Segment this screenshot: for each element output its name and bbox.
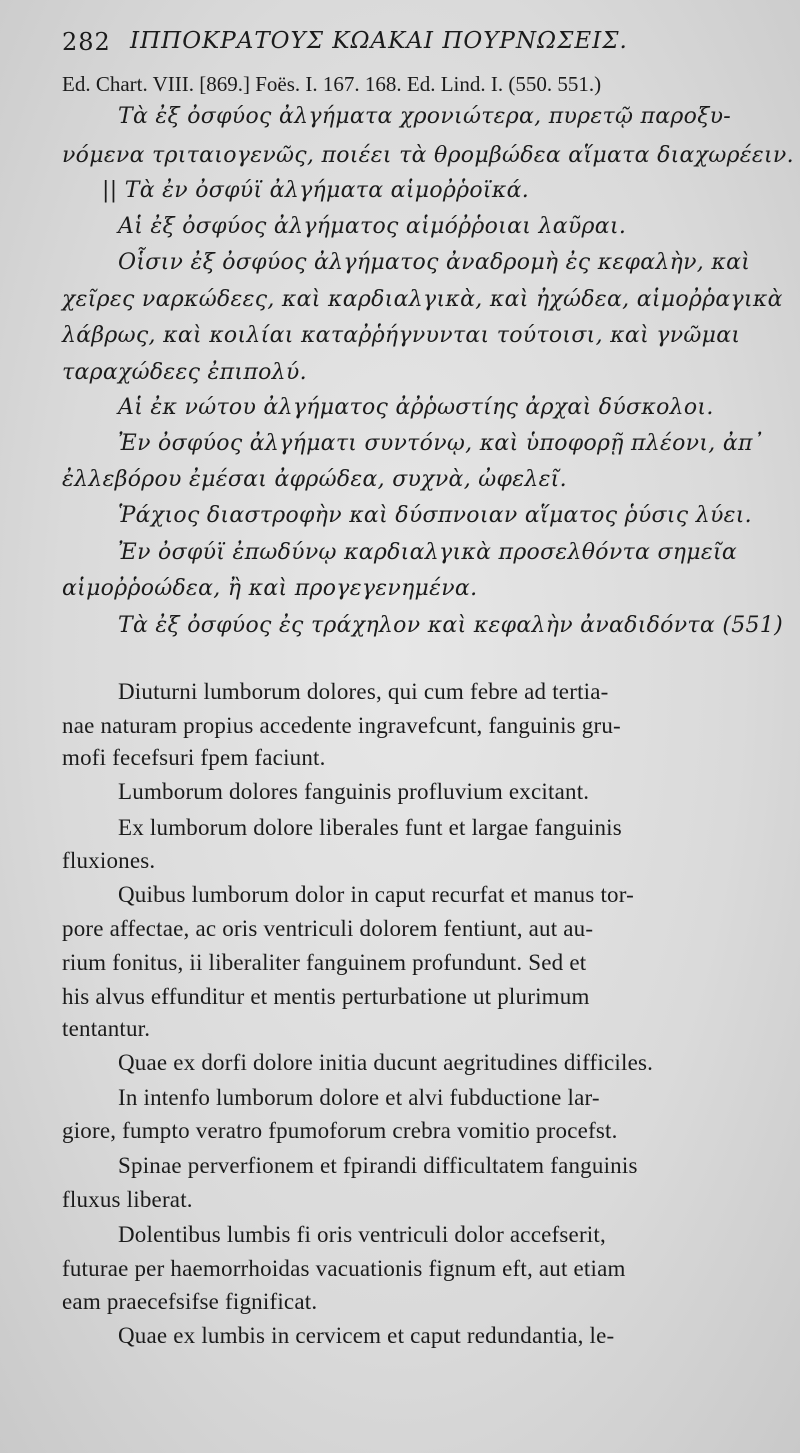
greek-line: αἱμοῤῥοώδεα, ἢ καὶ προγεγενημένα. xyxy=(62,576,478,601)
greek-line: ἐλλεβόρου ἐμέσαι ἀφρώδεα, συχνὰ, ὠφελεῖ. xyxy=(62,467,567,492)
greek-line: ταραχώδεες ἐπιπολύ. xyxy=(62,360,307,385)
greek-line: Οἷσιν ἐξ ὀσφύος ἀλγήματος ἀναδρομὴ ἐς κεφαλὴν, καὶ xyxy=(118,250,751,275)
latin-line: In intenfo lumborum dolore et alvi fubductione lar- xyxy=(118,1085,600,1110)
latin-line: Dolentibus lumbis fi oris ventriculi dolor accefserit, xyxy=(118,1222,606,1247)
latin-line: fluxus liberat. xyxy=(62,1187,193,1212)
latin-line: mofi fecefsuri fpem faciunt. xyxy=(62,745,326,770)
greek-line: Τὰ ἐξ ὀσφύος ἀλγήματα χρονιώτερα, πυρετῷ παροξυ- xyxy=(118,104,732,129)
latin-line: his alvus effunditur et mentis perturbatione ut plurimum xyxy=(62,984,590,1009)
latin-line: rium fonitus, ii liberaliter fanguinem profundunt. Sed et xyxy=(62,950,587,975)
latin-line: pore affectae, ac oris ventriculi dolorem fentiunt, aut au- xyxy=(62,916,594,941)
latin-line: futurae per haemorrhoidas vacuationis fignum eft, aut etiam xyxy=(62,1256,626,1281)
latin-line: Quae ex dorfi dolore initia ducunt aegritudines difficiles. xyxy=(118,1050,654,1075)
latin-line: eam praecefsifse fignificat. xyxy=(62,1289,318,1314)
latin-line: fluxiones. xyxy=(62,848,156,873)
latin-line: Quibus lumborum dolor in caput recurfat et manus tor- xyxy=(118,882,635,907)
greek-line: Αἱ ἐξ ὀσφύος ἀλγήματος αἱμόῤῥοιαι λαῦραι. xyxy=(118,214,627,239)
latin-line: nae naturam propius accedente ingravefcunt, fanguinis gru- xyxy=(62,713,621,738)
latin-line: giore, fumpto veratro fpumoforum crebra vomitio procefst. xyxy=(62,1118,618,1143)
edition-references: Ed. Chart. VIII. [869.] Foës. I. 167. 168. Ed. Lind. I. (550. 551.) xyxy=(62,72,602,96)
greek-line: χεῖρες ναρκώδεες, καὶ καρδιαλγικὰ, καὶ ἠχώδεα, αἱμοῤῥαγικὰ xyxy=(62,287,783,312)
latin-line: Lumborum dolores fanguinis profluvium excitant. xyxy=(118,779,590,804)
greek-line: Ἐν ὀσφύος ἀλγήματι συντόνῳ, καὶ ὑποφορῇ πλέονι, ἀπ᾿ xyxy=(118,431,765,456)
greek-line: || Τὰ ἐν ὀσφύϊ ἀλγήματα αἱμοῤῥοϊκά. xyxy=(102,178,530,203)
latin-line: Quae ex lumbis in cervicem et caput redundantia, le- xyxy=(118,1323,615,1348)
latin-line: Diuturni lumborum dolores, qui cum febre ad tertia- xyxy=(118,679,609,704)
latin-line: Spinae perverfionem et fpirandi difficultatem fanguinis xyxy=(118,1153,638,1178)
greek-line: Ῥάχιος διαστροφὴν καὶ δύσπνοιαν αἵματος ῥύσις λύει. xyxy=(118,503,752,528)
latin-line: tentantur. xyxy=(62,1016,151,1041)
page-number: 282 xyxy=(62,28,111,56)
greek-line: Αἱ ἐκ νώτου ἀλγήματος ἀῤῥωστίης ἀρχαὶ δύσκολοι. xyxy=(118,395,714,420)
greek-line: Τὰ ἐξ ὀσφύος ἐς τράχηλον καὶ κεφαλὴν ἀναδιδόντα (551) xyxy=(118,613,783,638)
greek-line: Ἐν ὀσφύϊ ἐπωδύνῳ καρδιαλγικὰ προσελθόντα σημεῖα xyxy=(118,540,738,565)
latin-line: Ex lumborum dolore liberales funt et largae fanguinis xyxy=(118,815,622,840)
running-title: ΙΠΠΟΚΡΑΤΟΥΣ ΚΩΑΚΑΙ ΠΟΥΡΝΩΣΕΙΣ. xyxy=(130,28,628,54)
greek-line: νόμενα τριταιογενῶς, ποιέει τὰ θρομβώδεα αἵματα διαχωρέειν. xyxy=(62,143,794,168)
page-header xyxy=(62,22,782,62)
greek-line: λάβρως, καὶ κοιλίαι καταῤῥήγνυνται τούτοισι, καὶ γνῶμαι xyxy=(62,323,741,348)
